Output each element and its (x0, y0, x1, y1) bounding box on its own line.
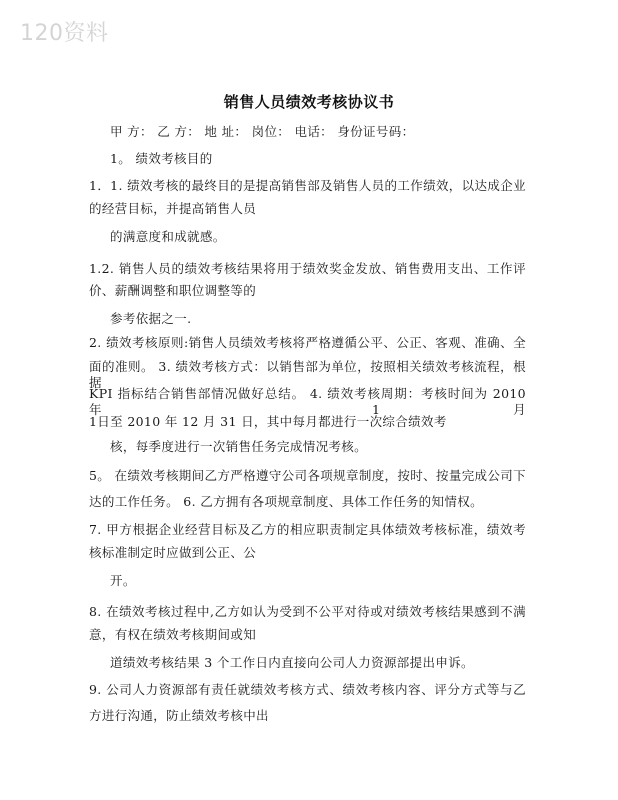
watermark: 120资料 (20, 21, 109, 46)
paragraph-line: 面的准则。 3. 绩效考核方式：以销售部为单位，按照相关绩效考核流程，根据 (89, 359, 526, 390)
document-title: 销售人员绩效考核协议书 (223, 93, 395, 111)
paragraph-line: 5。 在绩效考核期间乙方严格遵守公司各项规章制度，按时、按量完成公司下 (89, 468, 526, 483)
paragraph-line: 9. 公司人力资源部有责任就绩效考核方式、绩效考核内容、评分方式等与乙 (89, 682, 526, 697)
paragraph-line: 1.2. 销售人员的绩效考核结果将用于绩效奖金发放、销售费用支出、工作评 (89, 261, 526, 276)
paragraph-line: 8. 在绩效考核过程中,乙方如认为受到不公平对待或对绩效考核结果感到不满 (89, 604, 526, 619)
paragraph-line: 方进行沟通，防止绩效考核中出 (89, 708, 269, 723)
paragraph-line: 7. 甲方根据企业经营目标及乙方的相应职责制定具体绩效考核标准，绩效考 (89, 522, 526, 537)
paragraph-line: 2. 绩效考核原则:销售人员绩效考核将严格遵循公平、公正、客观、准确、全 (89, 335, 526, 350)
party-info-line: 甲 方： 乙 方： 地 址： 岗位： 电话： 身份证号码： (110, 124, 415, 139)
paragraph-line: 核，每季度进行一次销售任务完成情况考核。 (110, 439, 368, 454)
paragraph-line: 参考依据之一. (110, 311, 192, 326)
paragraph-line: 道绩效考核结果 3 个工作日内直接向公司人力资源部提出申诉。 (110, 655, 474, 670)
paragraph-line: 开。 (110, 573, 136, 588)
paragraph-line: KPI 指标结合销售部情况做好总结。 4. 绩效考核周期：考核时间为 2010 年 1月 (89, 386, 526, 417)
paragraph-line: 价、薪酬调整和职位调整等的 (89, 283, 257, 298)
paragraph-line: 1．1. 绩效考核的最终目的是提高销售部及销售人员的工作绩效，以达成企业 (89, 178, 526, 193)
paragraph-line: 达的工作任务。 6. 乙方拥有各项规章制度、具体工作任务的知情权。 (89, 494, 483, 509)
paragraph-line: 的经营目标，并提高销售人员 (89, 201, 257, 216)
paragraph-line: 核标准制定时应做到公正、公 (89, 545, 257, 560)
paragraph-line: 的满意度和成就感。 (110, 229, 226, 244)
paragraph-line: 1。 绩效考核目的 (110, 151, 213, 166)
paragraph-line: 1日至 2010 年 12 月 31 日，其中每月都进行一次综合绩效考 (89, 414, 447, 429)
paragraph-line: 意，有权在绩效考核期间或知 (89, 627, 257, 642)
